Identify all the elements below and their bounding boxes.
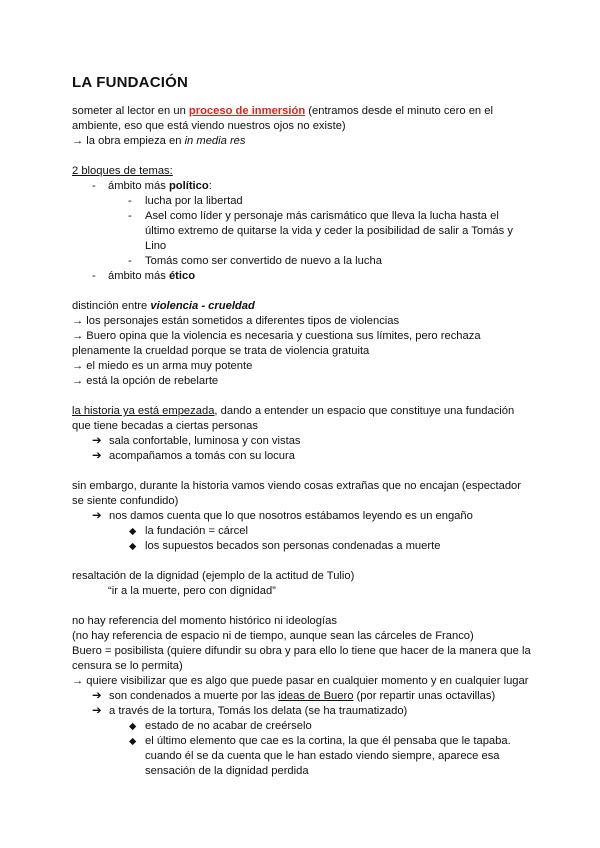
referencia-bullet-2: a través de la tortura, Tomás los delata (se ha traumatizado) xyxy=(109,705,408,717)
referencia-line-1: no hay referencia del momento histórico ni ideologías xyxy=(72,615,337,627)
historia-line-1: la historia ya está empezada, dando a entender un espacio que constituye una fundación xyxy=(72,405,515,417)
temas-sub-2-line-2: último extremo de quitarse la vida y ceder la posibilidad de salir a Tomás y xyxy=(145,225,513,237)
referencia-sub-2-line-1: el último elemento que cae es la cortina, la que él pensaba que le tapaba. xyxy=(145,735,511,747)
temas-etico: ámbito más ético xyxy=(108,270,196,282)
dignidad-quote: “ir a la muerte, pero con dignidad” xyxy=(108,585,276,597)
extrano-sub-1: la fundación = cárcel xyxy=(145,525,248,537)
violencia-line-5: → el miedo es un arma muy potente xyxy=(72,360,253,372)
diamond-bullet-icon: ◆ xyxy=(129,721,137,732)
arrow-bullet-icon: ➔ xyxy=(92,705,102,717)
violencia-line-4: plenamente la crueldad porque se trata de violencia gratuita xyxy=(72,345,370,357)
historia-bullet-2: acompañamos a tomás con su locura xyxy=(109,450,295,462)
dignidad-line-1: resaltación de la dignidad (ejemplo de la actitud de Tulio) xyxy=(72,570,355,582)
arrow-bullet-icon: ➔ xyxy=(92,690,102,702)
dash-bullet: - xyxy=(128,195,132,207)
referencia-sub-2-line-3: sensación de la dignidad perdida xyxy=(145,765,309,777)
intro-line-2: ambiente, eso que está viendo nuestros ojos no existe) xyxy=(72,120,346,132)
referencia-line-2: (no hay referencia de espacio ni de tiempo, aunque sean las cárceles de Franco) xyxy=(72,630,474,642)
arrow-bullet-icon: ➔ xyxy=(92,450,102,462)
extrano-line-2: se siente confundido) xyxy=(72,495,179,507)
historia-bullet-1: sala confortable, luminosa y con vistas xyxy=(109,435,301,447)
arrow-bullet-icon: ➔ xyxy=(92,510,102,522)
referencia-bullet-1: son condenados a muerte por las ideas de Buero (por repartir unas octavillas) xyxy=(109,690,496,702)
violencia-line-6: → está la opción de rebelarte xyxy=(72,375,219,387)
diamond-bullet-icon: ◆ xyxy=(129,736,137,747)
diamond-bullet-icon: ◆ xyxy=(129,526,137,537)
referencia-sub-2-line-2: cuando él se da cuenta que le han estado viendo siempre, aparece esa xyxy=(145,750,500,762)
highlight-text: proceso de inmersión xyxy=(188,105,306,117)
temas-sub-2-line-1: Asel como líder y personaje más carismático que lleva la lucha hasta el xyxy=(145,210,499,222)
extrano-sub-2: los supuestos becados son personas condenadas a muerte xyxy=(145,540,441,552)
temas-sub-1: lucha por la libertad xyxy=(145,195,243,207)
intro-line-1: someter al lector en un proceso de inmersión (entramos desde el minuto cero en el xyxy=(72,105,493,117)
violencia-line-3: → Buero opina que la violencia es necesaria y cuestiona sus límites, pero rechaza xyxy=(72,330,481,342)
diamond-bullet-icon: ◆ xyxy=(129,541,137,552)
referencia-line-4: censura se lo permita) xyxy=(72,660,183,672)
violencia-line-2: → los personajes están sometidos a diferentes tipos de violencias xyxy=(72,315,400,327)
extrano-line-1: sin embargo, durante la historia vamos viendo cosas extrañas que no encajan (espectador xyxy=(72,480,522,492)
historia-line-2: que tiene becadas a ciertas personas xyxy=(72,420,258,432)
temas-sub-2-line-3: Lino xyxy=(145,240,167,252)
dash-bullet: - xyxy=(92,180,96,192)
temas-heading: 2 bloques de temas: xyxy=(72,165,173,177)
intro-line-3: → la obra empieza en in media res xyxy=(72,135,246,147)
violencia-line-1: distinción entre violencia - crueldad xyxy=(72,300,255,312)
referencia-line-5: → quiere visibilizar que es algo que puede pasar en cualquier momento y en cualquier lugar xyxy=(72,675,529,687)
referencia-line-3: Buero = posibilista (quiere difundir su obra y para ello lo tiene que hacer de la manera que la xyxy=(72,645,531,657)
temas-sub-3: Tomás como ser convertido de nuevo a la lucha xyxy=(145,255,382,267)
dash-bullet: - xyxy=(128,255,132,267)
dash-bullet: - xyxy=(92,270,96,282)
dash-bullet: - xyxy=(128,210,132,222)
page-title: LA FUNDACIÓN xyxy=(72,74,188,91)
temas-politico: ámbito más político: xyxy=(108,180,212,192)
extrano-bullet-1: nos damos cuenta que lo que nosotros estábamos leyendo es un engaño xyxy=(109,510,473,522)
referencia-sub-1: estado de no acabar de creérselo xyxy=(145,720,312,732)
arrow-bullet-icon: ➔ xyxy=(92,435,102,447)
